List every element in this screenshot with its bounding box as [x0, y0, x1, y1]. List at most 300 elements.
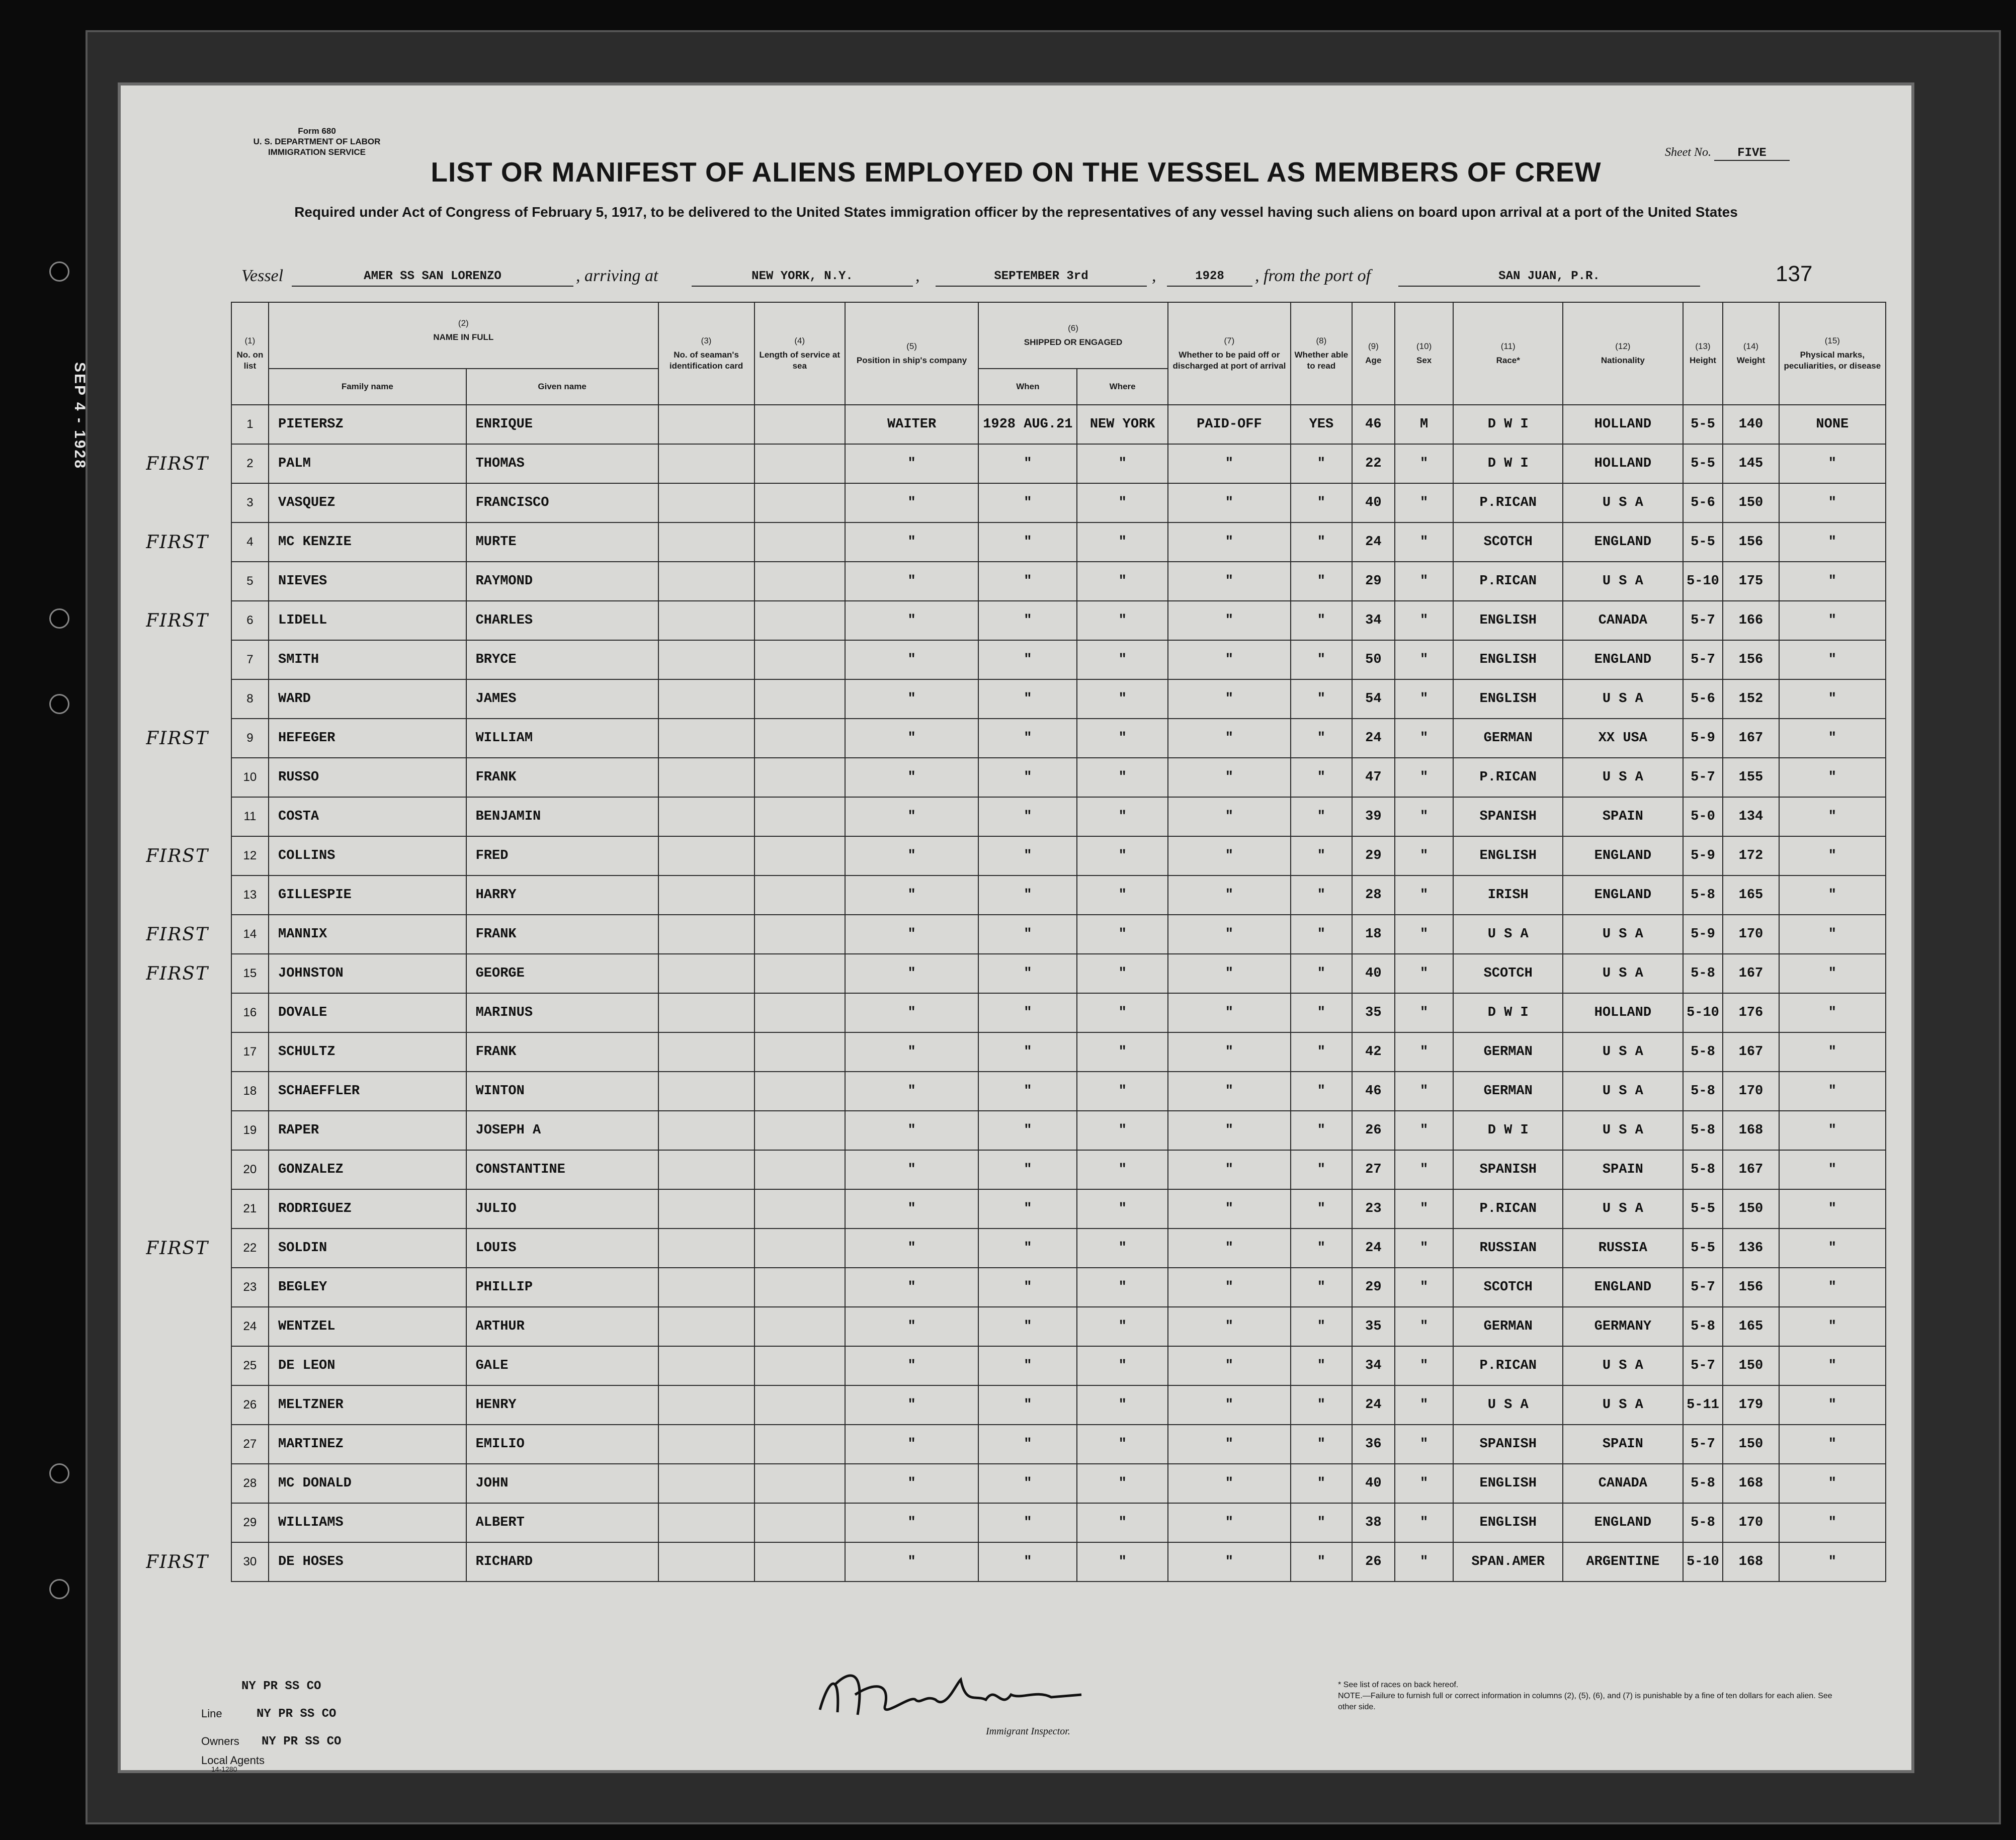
- from-label: , from the port of: [1255, 267, 1371, 285]
- weight-cell: 166: [1723, 601, 1779, 640]
- given-name-cell: FRANCISCO: [466, 483, 658, 522]
- row-number-cell: 20: [231, 1150, 269, 1189]
- position-cell: ": [845, 875, 978, 915]
- position-cell: ": [845, 797, 978, 836]
- agents-code: 14-1280: [211, 1765, 237, 1773]
- shipped-when-cell: ": [978, 758, 1077, 797]
- race-cell: GERMAN: [1453, 1307, 1563, 1346]
- shipped-where-cell: ": [1077, 1111, 1167, 1150]
- nationality-cell: XX USA: [1563, 719, 1683, 758]
- table-row: [146, 1150, 1886, 1189]
- line-label: Line: [201, 1707, 222, 1720]
- nationality-cell: U S A: [1563, 1346, 1683, 1385]
- margin-note: [146, 1425, 231, 1464]
- position-cell: ": [845, 1503, 978, 1542]
- nationality-cell: SPAIN: [1563, 1150, 1683, 1189]
- shipped-where-cell: ": [1077, 915, 1167, 954]
- row-number-cell: 12: [231, 836, 269, 875]
- position-cell: ": [845, 1542, 978, 1582]
- first-annotation: FIRST: [146, 1551, 209, 1572]
- paid-off-cell: ": [1168, 954, 1291, 993]
- race-cell: ENGLISH: [1453, 640, 1563, 679]
- sex-cell: ": [1395, 954, 1454, 993]
- given-name-cell: FRANK: [466, 758, 658, 797]
- age-cell: 40: [1352, 954, 1395, 993]
- able-to-read-cell: ": [1291, 758, 1352, 797]
- margin-note: [146, 993, 231, 1032]
- age-cell: 28: [1352, 875, 1395, 915]
- height-cell: 5-6: [1683, 483, 1723, 522]
- shipped-when-cell: ": [978, 1464, 1077, 1503]
- physical-marks-cell: ": [1779, 1189, 1886, 1229]
- nationality-cell: U S A: [1563, 1189, 1683, 1229]
- shipped-when-cell: ": [978, 1072, 1077, 1111]
- shipped-where-cell: ": [1077, 1229, 1167, 1268]
- paid-off-cell: ": [1168, 875, 1291, 915]
- nationality-cell: U S A: [1563, 915, 1683, 954]
- physical-marks-cell: ": [1779, 1307, 1886, 1346]
- margin-note: [146, 797, 231, 836]
- binder-hole: [49, 694, 69, 714]
- family-name-cell: DE HOSES: [269, 1542, 466, 1582]
- sex-cell: ": [1395, 640, 1454, 679]
- sex-cell: ": [1395, 875, 1454, 915]
- weight-cell: 170: [1723, 915, 1779, 954]
- margin-note: [146, 1032, 231, 1072]
- age-cell: 35: [1352, 993, 1395, 1032]
- race-cell: P.RICAN: [1453, 1346, 1563, 1385]
- given-name-cell: JULIO: [466, 1189, 658, 1229]
- position-cell: ": [845, 719, 978, 758]
- shipped-when-cell: ": [978, 1346, 1077, 1385]
- physical-marks-cell: ": [1779, 1150, 1886, 1189]
- shipped-where-cell: ": [1077, 1307, 1167, 1346]
- paid-off-cell: ": [1168, 1032, 1291, 1072]
- shipped-where-cell: ": [1077, 1464, 1167, 1503]
- col-sex-header: (10) Sex: [1395, 302, 1454, 405]
- physical-marks-cell: ": [1779, 1542, 1886, 1582]
- able-to-read-cell: ": [1291, 1385, 1352, 1425]
- able-to-read-cell: ": [1291, 522, 1352, 562]
- given-name-cell: ENRIQUE: [466, 405, 658, 444]
- age-cell: 29: [1352, 836, 1395, 875]
- id-card-cell: [658, 758, 754, 797]
- nationality-cell: U S A: [1563, 483, 1683, 522]
- given-name-cell: MURTE: [466, 522, 658, 562]
- physical-marks-cell: NONE: [1779, 405, 1886, 444]
- row-number-cell: 19: [231, 1111, 269, 1150]
- service-length-cell: [754, 1229, 845, 1268]
- weight-cell: 150: [1723, 1189, 1779, 1229]
- given-name-cell: LOUIS: [466, 1229, 658, 1268]
- given-name-cell: WILLIAM: [466, 719, 658, 758]
- shipped-where-cell: ": [1077, 444, 1167, 483]
- col-height-header: (13) Height: [1683, 302, 1723, 405]
- shipped-where-cell: ": [1077, 522, 1167, 562]
- service: IMMIGRATION SERVICE: [268, 147, 366, 157]
- physical-marks-cell: ": [1779, 954, 1886, 993]
- margin-header: [146, 302, 231, 405]
- race-cell: D W I: [1453, 405, 1563, 444]
- physical-marks-cell: ": [1779, 640, 1886, 679]
- first-annotation: FIRST: [146, 845, 209, 866]
- race-cell: ENGLISH: [1453, 1464, 1563, 1503]
- age-cell: 46: [1352, 405, 1395, 444]
- service-length-cell: [754, 1503, 845, 1542]
- physical-marks-cell: ": [1779, 562, 1886, 601]
- page-number: 137: [1776, 261, 1813, 286]
- height-cell: 5-8: [1683, 875, 1723, 915]
- shipped-when-cell: ": [978, 1032, 1077, 1072]
- race-cell: ENGLISH: [1453, 836, 1563, 875]
- family-name-cell: DOVALE: [269, 993, 466, 1032]
- sex-cell: ": [1395, 1503, 1454, 1542]
- given-name-cell: HARRY: [466, 875, 658, 915]
- sex-cell: ": [1395, 836, 1454, 875]
- height-cell: 5-7: [1683, 640, 1723, 679]
- physical-marks-cell: ": [1779, 1072, 1886, 1111]
- height-cell: 5-5: [1683, 1229, 1723, 1268]
- position-cell: ": [845, 1268, 978, 1307]
- able-to-read-cell: ": [1291, 444, 1352, 483]
- arriving-label: , arriving at: [576, 267, 658, 285]
- col-shipped-header: (6) SHIPPED OR ENGAGED: [978, 302, 1168, 369]
- family-name-cell: MELTZNER: [269, 1385, 466, 1425]
- id-card-cell: [658, 1150, 754, 1189]
- height-cell: 5-10: [1683, 562, 1723, 601]
- shipped-where-cell: ": [1077, 1150, 1167, 1189]
- position-cell: ": [845, 1464, 978, 1503]
- service-length-cell: [754, 640, 845, 679]
- service-length-cell: [754, 562, 845, 601]
- service-length-cell: [754, 875, 845, 915]
- page-subtitle: Required under Act of Congress of February 5, 1917, to be delivered to the United States immigration officer by the representatives of any vessel having such aliens on board upon arrival at a port of the United States: [294, 204, 1738, 220]
- table-row: [146, 875, 1886, 915]
- nationality-cell: RUSSIA: [1563, 1229, 1683, 1268]
- row-number-cell: 27: [231, 1425, 269, 1464]
- position-cell: ": [845, 836, 978, 875]
- nationality-cell: ARGENTINE: [1563, 1542, 1683, 1582]
- family-name-cell: MANNIX: [269, 915, 466, 954]
- table-row: [146, 1542, 1886, 1582]
- sex-cell: ": [1395, 1346, 1454, 1385]
- family-name-cell: DE LEON: [269, 1346, 466, 1385]
- note-races: * See list of races on back hereof.: [1338, 1681, 1459, 1689]
- able-to-read-cell: ": [1291, 1346, 1352, 1385]
- height-cell: 5-0: [1683, 797, 1723, 836]
- age-cell: 26: [1352, 1542, 1395, 1582]
- paid-off-cell: ": [1168, 444, 1291, 483]
- sex-cell: ": [1395, 1150, 1454, 1189]
- family-name-cell: BEGLEY: [269, 1268, 466, 1307]
- height-cell: 5-7: [1683, 601, 1723, 640]
- service-length-cell: [754, 1385, 845, 1425]
- margin-note: [146, 1503, 231, 1542]
- row-number-cell: 16: [231, 993, 269, 1032]
- race-cell: SCOTCH: [1453, 522, 1563, 562]
- paid-off-cell: ": [1168, 483, 1291, 522]
- height-cell: 5-6: [1683, 679, 1723, 719]
- race-cell: SPANISH: [1453, 797, 1563, 836]
- weight-cell: 156: [1723, 522, 1779, 562]
- sex-cell: ": [1395, 1032, 1454, 1072]
- weight-cell: 167: [1723, 719, 1779, 758]
- physical-marks-cell: ": [1779, 719, 1886, 758]
- nationality-cell: SPAIN: [1563, 797, 1683, 836]
- weight-cell: 170: [1723, 1503, 1779, 1542]
- table-row: [146, 405, 1886, 444]
- binder-hole: [49, 1579, 69, 1599]
- height-cell: 5-8: [1683, 1072, 1723, 1111]
- shipped-where-cell: NEW YORK: [1077, 405, 1167, 444]
- row-number-cell: 24: [231, 1307, 269, 1346]
- id-card-cell: [658, 522, 754, 562]
- id-card-cell: [658, 1307, 754, 1346]
- table-row: [146, 915, 1886, 954]
- first-annotation: FIRST: [146, 924, 209, 945]
- sex-cell: ": [1395, 1425, 1454, 1464]
- table-row: [146, 483, 1886, 522]
- shipped-where-cell: ": [1077, 993, 1167, 1032]
- margin-note: [146, 679, 231, 719]
- id-card-cell: [658, 1346, 754, 1385]
- col-nationality-header: (12) Nationality: [1563, 302, 1683, 405]
- able-to-read-cell: ": [1291, 1072, 1352, 1111]
- service-length-cell: [754, 719, 845, 758]
- shipped-when-cell: ": [978, 1542, 1077, 1582]
- service-length-cell: [754, 915, 845, 954]
- position-cell: ": [845, 679, 978, 719]
- able-to-read-cell: ": [1291, 679, 1352, 719]
- first-annotation: FIRST: [146, 1238, 209, 1259]
- paid-off-cell: PAID-OFF: [1168, 405, 1291, 444]
- race-cell: GERMAN: [1453, 719, 1563, 758]
- table-row: [146, 679, 1886, 719]
- family-name-cell: PIETERSZ: [269, 405, 466, 444]
- weight-cell: 136: [1723, 1229, 1779, 1268]
- service-length-cell: [754, 522, 845, 562]
- weight-cell: 145: [1723, 444, 1779, 483]
- position-cell: ": [845, 522, 978, 562]
- family-name-cell: NIEVES: [269, 562, 466, 601]
- name-header-spacer: [269, 358, 658, 369]
- sex-cell: ": [1395, 915, 1454, 954]
- margin-note: [146, 719, 231, 758]
- margin-note: [146, 954, 231, 993]
- col-paid-header: (7) Whether to be paid off or discharged at port of arrival: [1168, 302, 1291, 405]
- weight-cell: 140: [1723, 405, 1779, 444]
- weight-cell: 150: [1723, 483, 1779, 522]
- shipped-where-cell: ": [1077, 875, 1167, 915]
- row-number-cell: 8: [231, 679, 269, 719]
- id-card-cell: [658, 601, 754, 640]
- service-length-cell: [754, 797, 845, 836]
- margin-note: [146, 915, 231, 954]
- paid-off-cell: ": [1168, 836, 1291, 875]
- sex-cell: ": [1395, 483, 1454, 522]
- able-to-read-cell: ": [1291, 719, 1352, 758]
- table-row: [146, 1464, 1886, 1503]
- id-card-cell: [658, 915, 754, 954]
- form-number: Form 680: [298, 126, 336, 136]
- age-cell: 24: [1352, 1385, 1395, 1425]
- service-length-cell: [754, 679, 845, 719]
- id-card-cell: [658, 1189, 754, 1229]
- sex-cell: ": [1395, 601, 1454, 640]
- col-race-header: (11) Race*: [1453, 302, 1563, 405]
- given-name-cell: GEORGE: [466, 954, 658, 993]
- weight-cell: 165: [1723, 875, 1779, 915]
- height-cell: 5-8: [1683, 1150, 1723, 1189]
- service-length-cell: [754, 1072, 845, 1111]
- weight-cell: 170: [1723, 1072, 1779, 1111]
- sex-cell: ": [1395, 758, 1454, 797]
- able-to-read-cell: ": [1291, 1425, 1352, 1464]
- col-physical-marks-header: (15) Physical marks, peculiarities, or disease: [1779, 302, 1886, 405]
- table-row: [146, 562, 1886, 601]
- weight-cell: 156: [1723, 640, 1779, 679]
- height-cell: 5-11: [1683, 1385, 1723, 1425]
- col-name-header: (2) NAME IN FULL: [269, 302, 658, 358]
- able-to-read-cell: ": [1291, 1189, 1352, 1229]
- position-cell: ": [845, 954, 978, 993]
- service-length-cell: [754, 836, 845, 875]
- physical-marks-cell: ": [1779, 875, 1886, 915]
- id-card-cell: [658, 1503, 754, 1542]
- age-cell: 24: [1352, 719, 1395, 758]
- family-name-cell: SOLDIN: [269, 1229, 466, 1268]
- agents-label: Local Agents: [201, 1754, 265, 1767]
- shipped-when-cell: ": [978, 483, 1077, 522]
- position-cell: WAITER: [845, 405, 978, 444]
- id-card-cell: [658, 797, 754, 836]
- date-stamp: SEP 4 - 1928: [71, 362, 88, 470]
- table-row: [146, 1503, 1886, 1542]
- first-annotation: FIRST: [146, 963, 209, 984]
- table-row: [146, 1111, 1886, 1150]
- given-name-cell: CHARLES: [466, 601, 658, 640]
- department: U. S. DEPARTMENT OF LABOR: [253, 137, 381, 146]
- table-row: [146, 601, 1886, 640]
- col-id-card-header: (3) No. of seaman's identification card: [658, 302, 754, 405]
- able-to-read-cell: YES: [1291, 405, 1352, 444]
- shipped-when-cell: ": [978, 1229, 1077, 1268]
- age-cell: 34: [1352, 1346, 1395, 1385]
- shipped-when-cell: ": [978, 993, 1077, 1032]
- given-name-cell: FRANK: [466, 1032, 658, 1072]
- shipped-where-cell: ": [1077, 1189, 1167, 1229]
- race-cell: ENGLISH: [1453, 679, 1563, 719]
- nationality-cell: U S A: [1563, 1072, 1683, 1111]
- physical-marks-cell: ": [1779, 1425, 1886, 1464]
- sex-cell: ": [1395, 679, 1454, 719]
- shipped-when-cell: ": [978, 1111, 1077, 1150]
- table-row: [146, 522, 1886, 562]
- table-row: [146, 719, 1886, 758]
- service-length-cell: [754, 1189, 845, 1229]
- race-cell: IRISH: [1453, 875, 1563, 915]
- arrival-date: SEPTEMBER 3rd: [936, 267, 1147, 287]
- form-header: [186, 126, 448, 157]
- family-name-cell: SMITH: [269, 640, 466, 679]
- able-to-read-cell: ": [1291, 483, 1352, 522]
- sex-cell: M: [1395, 405, 1454, 444]
- id-card-cell: [658, 1229, 754, 1268]
- age-cell: 35: [1352, 1307, 1395, 1346]
- sex-cell: ": [1395, 797, 1454, 836]
- voyage-line: Vessel AMER SS SAN LORENZO , arriving at NEW YORK, N.Y. , SEPTEMBER 3rd , 1928 , from the port of SAN JUAN, P.R.: [121, 267, 1911, 292]
- weight-cell: 176: [1723, 993, 1779, 1032]
- paid-off-cell: ": [1168, 1229, 1291, 1268]
- margin-note: [146, 1307, 231, 1346]
- footer-value-3: NY PR SS CO: [262, 1735, 342, 1748]
- position-cell: ": [845, 444, 978, 483]
- margin-note: [146, 1346, 231, 1385]
- nationality-cell: ENGLAND: [1563, 836, 1683, 875]
- family-name-cell: WILLIAMS: [269, 1503, 466, 1542]
- able-to-read-cell: ": [1291, 1111, 1352, 1150]
- age-cell: 47: [1352, 758, 1395, 797]
- binder-hole: [49, 261, 69, 282]
- race-cell: P.RICAN: [1453, 483, 1563, 522]
- margin-note: [146, 1542, 231, 1582]
- sex-cell: ": [1395, 562, 1454, 601]
- weight-cell: 155: [1723, 758, 1779, 797]
- given-name-cell: GALE: [466, 1346, 658, 1385]
- table-row: [146, 1229, 1886, 1268]
- family-name-cell: MARTINEZ: [269, 1425, 466, 1464]
- shipped-when-cell: ": [978, 1150, 1077, 1189]
- paid-off-cell: ": [1168, 1542, 1291, 1582]
- position-cell: ": [845, 1150, 978, 1189]
- weight-cell: 150: [1723, 1425, 1779, 1464]
- physical-marks-cell: ": [1779, 993, 1886, 1032]
- able-to-read-cell: ": [1291, 1464, 1352, 1503]
- age-cell: 29: [1352, 562, 1395, 601]
- id-card-cell: [658, 1542, 754, 1582]
- family-name-cell: COSTA: [269, 797, 466, 836]
- able-to-read-cell: ": [1291, 1032, 1352, 1072]
- table-row: [146, 1072, 1886, 1111]
- height-cell: 5-8: [1683, 1464, 1723, 1503]
- given-name-cell: FRANK: [466, 915, 658, 954]
- family-name-cell: WENTZEL: [269, 1307, 466, 1346]
- physical-marks-cell: ": [1779, 1229, 1886, 1268]
- row-number-cell: 26: [231, 1385, 269, 1425]
- row-number-cell: 14: [231, 915, 269, 954]
- given-name-cell: JOSEPH A: [466, 1111, 658, 1150]
- margin-note: [146, 483, 231, 522]
- margin-note: [146, 522, 231, 562]
- id-card-cell: [658, 1111, 754, 1150]
- height-cell: 5-5: [1683, 522, 1723, 562]
- physical-marks-cell: ": [1779, 1385, 1886, 1425]
- table-row: [146, 797, 1886, 836]
- weight-cell: 175: [1723, 562, 1779, 601]
- service-length-cell: [754, 444, 845, 483]
- family-name-cell: MC DONALD: [269, 1464, 466, 1503]
- family-name-cell: GONZALEZ: [269, 1150, 466, 1189]
- nationality-cell: ENGLAND: [1563, 875, 1683, 915]
- nationality-cell: ENGLAND: [1563, 522, 1683, 562]
- shipped-where-cell: ": [1077, 640, 1167, 679]
- family-name-cell: RAPER: [269, 1111, 466, 1150]
- nationality-cell: HOLLAND: [1563, 405, 1683, 444]
- height-cell: 5-7: [1683, 1425, 1723, 1464]
- race-cell: D W I: [1453, 993, 1563, 1032]
- weight-cell: 172: [1723, 836, 1779, 875]
- table-row: [146, 1425, 1886, 1464]
